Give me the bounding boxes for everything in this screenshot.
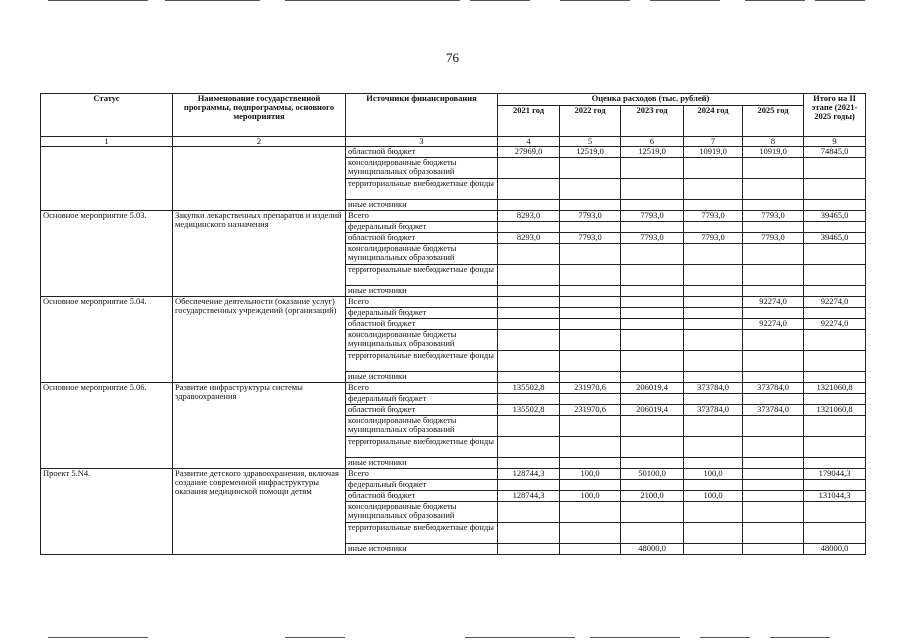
amount-cell (621, 296, 684, 307)
funding-source-cell: Всего (346, 468, 498, 479)
header-year: 2024 год (684, 106, 743, 137)
total-cell: 39465,0 (804, 210, 866, 221)
column-index: 6 (621, 137, 684, 147)
amount-cell (621, 501, 684, 522)
amount-cell (621, 318, 684, 329)
table-row (41, 210, 866, 221)
amount-cell: 8293,0 (498, 232, 560, 243)
column-index: 7 (684, 137, 743, 147)
amount-cell (621, 285, 684, 296)
amount-cell (743, 501, 804, 522)
amount-cell (498, 285, 560, 296)
amount-cell (621, 329, 684, 350)
amount-cell (560, 501, 621, 522)
column-index: 8 (743, 137, 804, 147)
amount-cell: 48000,0 (621, 543, 684, 554)
total-cell (804, 221, 866, 232)
amount-cell (743, 522, 804, 543)
amount-cell (560, 243, 621, 264)
funding-source-cell: консолидированные бюджеты муниципальных образований (346, 157, 498, 178)
amount-cell (498, 522, 560, 543)
amount-cell (684, 243, 743, 264)
total-cell: 1321060,8 (804, 382, 866, 393)
amount-cell: 2100,0 (621, 490, 684, 501)
total-cell: 1321060,8 (804, 404, 866, 415)
amount-cell (684, 457, 743, 468)
header-status: Статус (41, 94, 173, 137)
amount-cell: 8293,0 (498, 210, 560, 221)
amount-cell (743, 221, 804, 232)
funding-source-cell: территориальные внебюджетные фонды (346, 436, 498, 457)
amount-cell: 206019,4 (621, 404, 684, 415)
amount-cell: 10919,0 (743, 146, 804, 157)
amount-cell: 7793,0 (621, 232, 684, 243)
amount-cell (684, 199, 743, 210)
amount-cell (498, 350, 560, 371)
amount-cell (684, 329, 743, 350)
amount-cell (560, 393, 621, 404)
amount-cell (560, 329, 621, 350)
amount-cell: 27969,0 (498, 146, 560, 157)
amount-cell (498, 501, 560, 522)
amount-cell (560, 264, 621, 285)
amount-cell (743, 157, 804, 178)
amount-cell (684, 479, 743, 490)
amount-cell (621, 221, 684, 232)
program-name-cell: Обеспечение деятельности (оказание услуг) государственных учреждений (организаций) (173, 296, 346, 382)
amount-cell: 7793,0 (684, 232, 743, 243)
amount-cell (684, 178, 743, 199)
column-index: 1 (41, 137, 173, 147)
amount-cell (684, 318, 743, 329)
amount-cell: 7793,0 (743, 210, 804, 221)
amount-cell (560, 307, 621, 318)
amount-cell: 7793,0 (560, 210, 621, 221)
funding-source-cell: областной бюджет (346, 404, 498, 415)
total-cell (804, 393, 866, 404)
amount-cell (621, 415, 684, 436)
amount-cell (498, 318, 560, 329)
top-rule (560, 0, 630, 1)
amount-cell (621, 479, 684, 490)
top-rule (470, 0, 530, 1)
bottom-rule (48, 637, 148, 638)
amount-cell (498, 178, 560, 199)
amount-cell: 12519,0 (621, 146, 684, 157)
header-year: 2025 год (743, 106, 804, 137)
amount-cell (621, 199, 684, 210)
amount-cell (743, 285, 804, 296)
funding-source-cell: федеральный бюджет (346, 393, 498, 404)
amount-cell (743, 490, 804, 501)
amount-cell: 7793,0 (743, 232, 804, 243)
amount-cell (498, 296, 560, 307)
amount-cell (684, 371, 743, 382)
funding-source-cell: областной бюджет (346, 232, 498, 243)
amount-cell (498, 479, 560, 490)
amount-cell (743, 199, 804, 210)
header-name: Наименование государственной программы, подпрограммы, основного мероприятия (173, 94, 346, 137)
amount-cell (743, 243, 804, 264)
amount-cell: 100,0 (560, 490, 621, 501)
amount-cell (621, 457, 684, 468)
amount-cell (743, 393, 804, 404)
amount-cell (498, 221, 560, 232)
amount-cell: 10919,0 (684, 146, 743, 157)
funding-source-cell: федеральный бюджет (346, 221, 498, 232)
amount-cell (621, 371, 684, 382)
amount-cell (498, 157, 560, 178)
amount-cell (743, 178, 804, 199)
funding-source-cell: территориальные внебюджетные фонды (346, 178, 498, 199)
amount-cell (684, 307, 743, 318)
amount-cell (498, 329, 560, 350)
page-number: 76 (446, 50, 459, 65)
column-index: 5 (560, 137, 621, 147)
amount-cell (684, 285, 743, 296)
total-cell (804, 436, 866, 457)
total-cell: 179044,3 (804, 468, 866, 479)
status-cell: Проект 5.N4. (41, 468, 173, 554)
funding-source-cell: территориальные внебюджетные фонды (346, 350, 498, 371)
table-row (41, 382, 866, 393)
amount-cell (621, 436, 684, 457)
total-cell (804, 415, 866, 436)
total-cell (804, 178, 866, 199)
funding-source-cell: консолидированные бюджеты муниципальных образований (346, 415, 498, 436)
amount-cell (684, 522, 743, 543)
amount-cell (743, 264, 804, 285)
top-rule (745, 0, 805, 1)
amount-cell: 231970,6 (560, 404, 621, 415)
total-cell: 39465,0 (804, 232, 866, 243)
status-cell: Основное мероприятие 5.04. (41, 296, 173, 382)
amount-cell (621, 157, 684, 178)
status-cell (41, 146, 173, 210)
total-cell (804, 479, 866, 490)
amount-cell (684, 543, 743, 554)
budget-table (40, 93, 866, 555)
bottom-rule (770, 637, 830, 638)
amount-cell (743, 468, 804, 479)
amount-cell (684, 436, 743, 457)
amount-cell (498, 415, 560, 436)
funding-source-cell: консолидированные бюджеты муниципальных образований (346, 243, 498, 264)
amount-cell (684, 415, 743, 436)
amount-cell (743, 543, 804, 554)
amount-cell (743, 457, 804, 468)
amount-cell (684, 350, 743, 371)
total-cell (804, 501, 866, 522)
column-index: 2 (173, 137, 346, 147)
amount-cell: 373784,0 (684, 404, 743, 415)
amount-cell (743, 436, 804, 457)
amount-cell (560, 522, 621, 543)
budget-table-body (41, 146, 866, 554)
amount-cell (684, 296, 743, 307)
amount-cell: 100,0 (684, 490, 743, 501)
amount-cell (560, 543, 621, 554)
status-cell: Основное мероприятие 5.03. (41, 210, 173, 296)
amount-cell (560, 436, 621, 457)
amount-cell (743, 329, 804, 350)
amount-cell: 373784,0 (743, 404, 804, 415)
total-cell (804, 264, 866, 285)
bottom-rule (285, 637, 345, 638)
funding-source-cell: федеральный бюджет (346, 479, 498, 490)
amount-cell (684, 264, 743, 285)
amount-cell: 12519,0 (560, 146, 621, 157)
total-cell (804, 350, 866, 371)
top-rule (815, 0, 865, 1)
bottom-rule (590, 637, 680, 638)
bottom-rule (465, 637, 575, 638)
bottom-rule (700, 637, 750, 638)
amount-cell (560, 350, 621, 371)
header-year: 2021 год (498, 106, 560, 137)
table-row (41, 468, 866, 479)
amount-cell (621, 522, 684, 543)
top-rule (165, 0, 260, 1)
funding-source-cell: областной бюджет (346, 146, 498, 157)
amount-cell (743, 371, 804, 382)
funding-source-cell: Всего (346, 296, 498, 307)
program-name-cell (173, 146, 346, 210)
status-cell: Основное мероприятие 5.06. (41, 382, 173, 468)
funding-source-cell: иные источники (346, 199, 498, 210)
amount-cell (684, 393, 743, 404)
amount-cell: 7793,0 (560, 232, 621, 243)
total-cell (804, 522, 866, 543)
amount-cell (621, 350, 684, 371)
funding-source-cell: Всего (346, 382, 498, 393)
header-year: 2022 год (560, 106, 621, 137)
table-row (41, 146, 866, 157)
total-cell: 74845,0 (804, 146, 866, 157)
funding-source-cell: иные источники (346, 543, 498, 554)
amount-cell (684, 221, 743, 232)
amount-cell: 92274,0 (743, 318, 804, 329)
amount-cell: 373784,0 (743, 382, 804, 393)
total-cell (804, 457, 866, 468)
header-sources: Источники финансирования (346, 94, 498, 137)
amount-cell: 100,0 (560, 468, 621, 479)
header-estimate: Оценка расходов (тыс. рублей) (498, 94, 804, 106)
top-rule (48, 0, 148, 1)
total-cell (804, 157, 866, 178)
amount-cell: 373784,0 (684, 382, 743, 393)
amount-cell: 135502,8 (498, 382, 560, 393)
total-cell: 92274,0 (804, 318, 866, 329)
total-cell: 92274,0 (804, 296, 866, 307)
funding-source-cell: областной бюджет (346, 318, 498, 329)
amount-cell (498, 393, 560, 404)
amount-cell (560, 221, 621, 232)
amount-cell (560, 415, 621, 436)
header-total: Итого на II этапе (2021-2025 годы) (804, 94, 866, 137)
top-rule (650, 0, 720, 1)
amount-cell (498, 307, 560, 318)
amount-cell (498, 243, 560, 264)
amount-cell (560, 157, 621, 178)
funding-source-cell: консолидированные бюджеты муниципальных образований (346, 329, 498, 350)
amount-cell (621, 178, 684, 199)
total-cell (804, 307, 866, 318)
amount-cell: 50100,0 (621, 468, 684, 479)
funding-source-cell: областной бюджет (346, 490, 498, 501)
amount-cell (498, 436, 560, 457)
amount-cell (684, 501, 743, 522)
funding-source-cell: территориальные внебюджетные фонды (346, 264, 498, 285)
amount-cell: 7793,0 (621, 210, 684, 221)
amount-cell (498, 543, 560, 554)
amount-cell (560, 296, 621, 307)
amount-cell: 206019,4 (621, 382, 684, 393)
total-cell (804, 243, 866, 264)
total-cell: 48000,0 (804, 543, 866, 554)
column-index: 9 (804, 137, 866, 147)
funding-source-cell: иные источники (346, 285, 498, 296)
amount-cell: 100,0 (684, 468, 743, 479)
total-cell (804, 371, 866, 382)
amount-cell (498, 199, 560, 210)
amount-cell (560, 371, 621, 382)
amount-cell: 7793,0 (684, 210, 743, 221)
amount-cell (560, 285, 621, 296)
program-name-cell: Развитие инфраструктуры системы здравоохранения (173, 382, 346, 468)
total-cell: 131044,3 (804, 490, 866, 501)
funding-source-cell: Всего (346, 210, 498, 221)
amount-cell (560, 457, 621, 468)
amount-cell (498, 371, 560, 382)
amount-cell (560, 199, 621, 210)
amount-cell (743, 307, 804, 318)
funding-source-cell: федеральный бюджет (346, 307, 498, 318)
amount-cell: 128744,3 (498, 468, 560, 479)
amount-cell (621, 393, 684, 404)
total-cell (804, 199, 866, 210)
amount-cell (743, 350, 804, 371)
program-name-cell: Развитие детского здравоохранения, включая создание современной инфраструктуры оказания медицинской помощи детям (173, 468, 346, 554)
funding-source-cell: территориальные внебюджетные фонды (346, 522, 498, 543)
table-row (41, 296, 866, 307)
amount-cell (498, 264, 560, 285)
amount-cell (560, 178, 621, 199)
amount-cell (560, 479, 621, 490)
amount-cell: 92274,0 (743, 296, 804, 307)
column-index: 4 (498, 137, 560, 147)
amount-cell (621, 243, 684, 264)
total-cell (804, 329, 866, 350)
amount-cell (621, 264, 684, 285)
total-cell (804, 285, 866, 296)
amount-cell (560, 318, 621, 329)
amount-cell: 135502,8 (498, 404, 560, 415)
funding-source-cell: иные источники (346, 457, 498, 468)
amount-cell (743, 415, 804, 436)
amount-cell (498, 457, 560, 468)
amount-cell (684, 157, 743, 178)
program-name-cell: Закупки лекарственных препаратов и изделий медицинского назначения (173, 210, 346, 296)
top-rule (285, 0, 460, 1)
amount-cell (621, 307, 684, 318)
header-year: 2023 год (621, 106, 684, 137)
amount-cell: 128744,3 (498, 490, 560, 501)
funding-source-cell: иные источники (346, 371, 498, 382)
column-index: 3 (346, 137, 498, 147)
funding-source-cell: консолидированные бюджеты муниципальных образований (346, 501, 498, 522)
amount-cell: 231970,6 (560, 382, 621, 393)
amount-cell (743, 479, 804, 490)
